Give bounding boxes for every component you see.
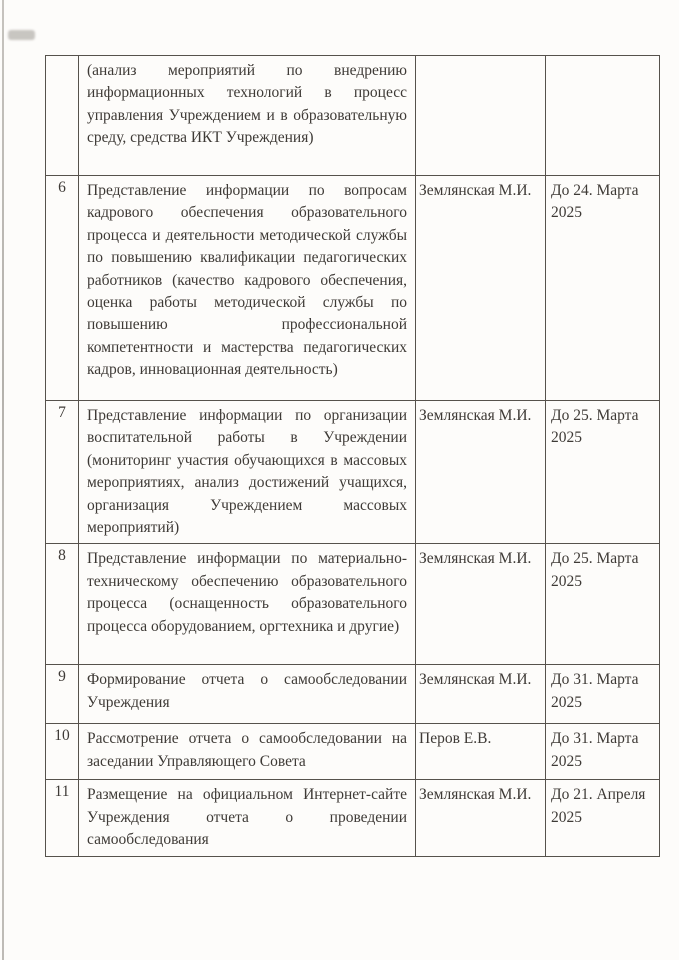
- scan-artifact-left-line: [2, 0, 4, 960]
- scan-artifact-bottom-band: [74, 951, 679, 959]
- deadline-cell: До 31. Марта 2025: [546, 724, 660, 780]
- responsible-cell: Землянская М.И.: [416, 176, 546, 401]
- task-cell: Представление информации по организации воспитательной работы в Учреждении (мониторинг участия обучающихся в массовых мероприятиях, анализ достижений учащихся, организация Учреждением массовых мероприятий): [79, 401, 416, 544]
- task-cell: Формирование отчета о самообследовании Учреждения: [79, 665, 416, 724]
- table-row: [46, 724, 660, 780]
- task-cell: (анализ мероприятий по внедрению информационных технологий в процесс управления Учреждением и в образовательную среду, средства ИКТ Учреждения): [79, 56, 416, 176]
- deadline-cell: До 31. Марта 2025: [546, 665, 660, 724]
- row-number-cell: 9: [46, 665, 79, 724]
- table-row: [46, 665, 660, 724]
- row-number-cell: 10: [46, 724, 79, 780]
- row-number-cell: 8: [46, 544, 79, 665]
- deadline-cell: До 25. Марта 2025: [546, 401, 660, 544]
- row-number-cell: 11: [46, 780, 79, 857]
- responsible-cell: [416, 56, 546, 176]
- task-cell: Представление информации по материально-техническому обеспечению образовательного процесса (оснащенность образовательного процесса оборудованием, оргтехника и другие): [79, 544, 416, 665]
- deadline-cell: До 21. Апреля 2025: [546, 780, 660, 857]
- responsible-cell: Перов Е.В.: [416, 724, 546, 780]
- row-number-cell: 6: [46, 176, 79, 401]
- table-row: [46, 56, 660, 176]
- responsible-cell: Землянская М.И.: [416, 544, 546, 665]
- row-number-cell: [46, 56, 79, 176]
- plan-table-body: [46, 56, 660, 857]
- responsible-cell: Землянская М.И.: [416, 401, 546, 544]
- task-cell: Представление информации по вопросам кадрового обеспечения образовательного процесса и деятельности методической службы по повышению квалификации педагогических работников (качество кадрового обеспечения, оценка работы методической службы по повышению профессиональной компетентности и мастерства педагогических кадров, инновационная деятельность): [79, 176, 416, 401]
- table-row: [46, 176, 660, 401]
- task-cell: Размещение на официальном Интернет-сайте Учреждения отчета о проведении самообследования: [79, 780, 416, 857]
- scan-artifact-smudge: [8, 30, 35, 40]
- table-row: [46, 401, 660, 544]
- self-assessment-plan-table: [45, 55, 660, 857]
- deadline-cell: [546, 56, 660, 176]
- row-number-cell: 7: [46, 401, 79, 544]
- deadline-cell: До 25. Марта 2025: [546, 544, 660, 665]
- deadline-cell: До 24. Марта 2025: [546, 176, 660, 401]
- table-row: [46, 544, 660, 665]
- responsible-cell: Землянская М.И.: [416, 780, 546, 857]
- task-cell: Рассмотрение отчета о самообследовании на заседании Управляющего Совета: [79, 724, 416, 780]
- responsible-cell: Землянская М.И.: [416, 665, 546, 724]
- table-row: [46, 780, 660, 857]
